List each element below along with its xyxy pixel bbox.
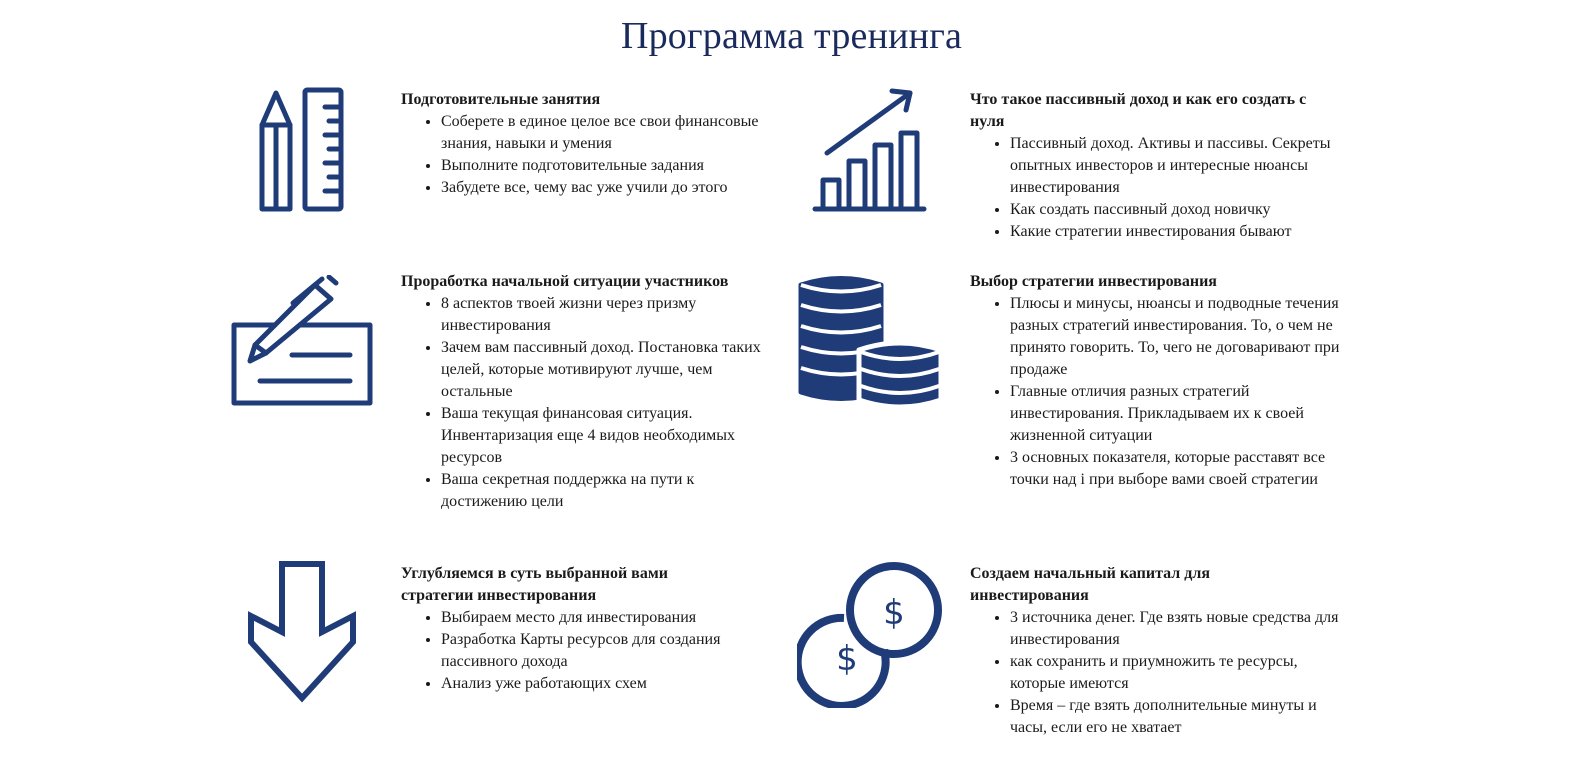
section-initial-capital (970, 563, 1342, 739)
bullet-list (970, 293, 1342, 491)
section-preparatory (401, 89, 796, 199)
list-item: • Время – где взять дополнительные минуты и часы, если его не хватает (1010, 695, 1342, 739)
list-item: • Соберете в единое целое все свои финансовые знания, навыки и умения (441, 111, 796, 155)
section-strategy-choice (970, 271, 1342, 491)
list-item: • Зачем вам пассивный доход. Постановка таких целей, которые мотивируют лучше, чем остальные (441, 337, 773, 403)
pencil-ruler-icon (255, 85, 345, 215)
svg-text:$: $ (836, 639, 858, 679)
growth-chart-icon (812, 85, 932, 215)
section-title: Подготовительные занятия (401, 91, 601, 108)
list-item: • Выбираем место для инвестирования (441, 607, 773, 629)
section-title: Создаем начальный капитал для инвестирования (970, 565, 1210, 604)
list-item: • Выполните подготовительные задания (441, 155, 796, 177)
section-title: Углубляемся в суть выбранной вами стратегии инвестирования (401, 565, 668, 604)
bullet-list (970, 133, 1342, 243)
list-item: • как сохранить и приумножить те ресурсы, которые имеются (1010, 651, 1342, 695)
list-item: • Главные отличия разных стратегий инвестирования. Прикладываем их к своей жизненной ситуации (1010, 381, 1342, 447)
section-title: Выбор стратегии инвестирования (970, 273, 1217, 290)
list-item: • Разработка Карты ресурсов для создания пассивного дохода (441, 629, 773, 673)
bullet-list (401, 607, 773, 695)
list-item: • Анализ уже работающих схем (441, 673, 773, 695)
list-item: • Пассивный доход. Активы и пассивы. Секреты опытных инвесторов и интересные нюансы инвестирования (1010, 133, 1342, 199)
list-item: • 8 аспектов твоей жизни через призму инвестирования (441, 293, 773, 337)
section-deep-dive (401, 563, 773, 695)
list-item: • 3 источника денег. Где взять новые средства для инвестирования (1010, 607, 1342, 651)
pen-check-icon (230, 275, 375, 410)
svg-text:$: $ (883, 593, 905, 633)
list-item: • 3 основных показателя, которые расставят все точки над i при выборе вами своей стратегии (1010, 447, 1342, 491)
list-item: • Ваша текущая финансовая ситуация. Инвентаризация еще 4 видов необходимых ресурсов (441, 403, 773, 469)
section-passive-income (970, 89, 1342, 243)
section-title: Проработка начальной ситуации участников (401, 273, 729, 290)
section-initial-situation (401, 271, 773, 513)
list-item: • Как создать пассивный доход новичку (1010, 199, 1342, 221)
section-title: Что такое пассивный доход и как его создать с нуля (970, 91, 1307, 130)
list-item: • Ваша секретная поддержка на пути к достижению цели (441, 469, 773, 513)
bullet-list (970, 607, 1342, 739)
dollar-coins-icon (797, 560, 947, 708)
list-item: • Плюсы и минусы, нюансы и подводные течения разных стратегий инвестирования. То, о чем не принято говорить. То, чего не договаривают при продаже (1010, 293, 1342, 381)
bullet-list (401, 293, 773, 513)
down-arrow-icon (245, 560, 360, 705)
bullet-list (401, 111, 796, 199)
list-item: • Забудете все, чему вас уже учили до этого (441, 177, 796, 199)
page-title: Программа тренинга (620, 15, 963, 57)
coin-stacks-icon (797, 270, 947, 415)
list-item: • Какие стратегии инвестирования бывают (1010, 221, 1342, 243)
